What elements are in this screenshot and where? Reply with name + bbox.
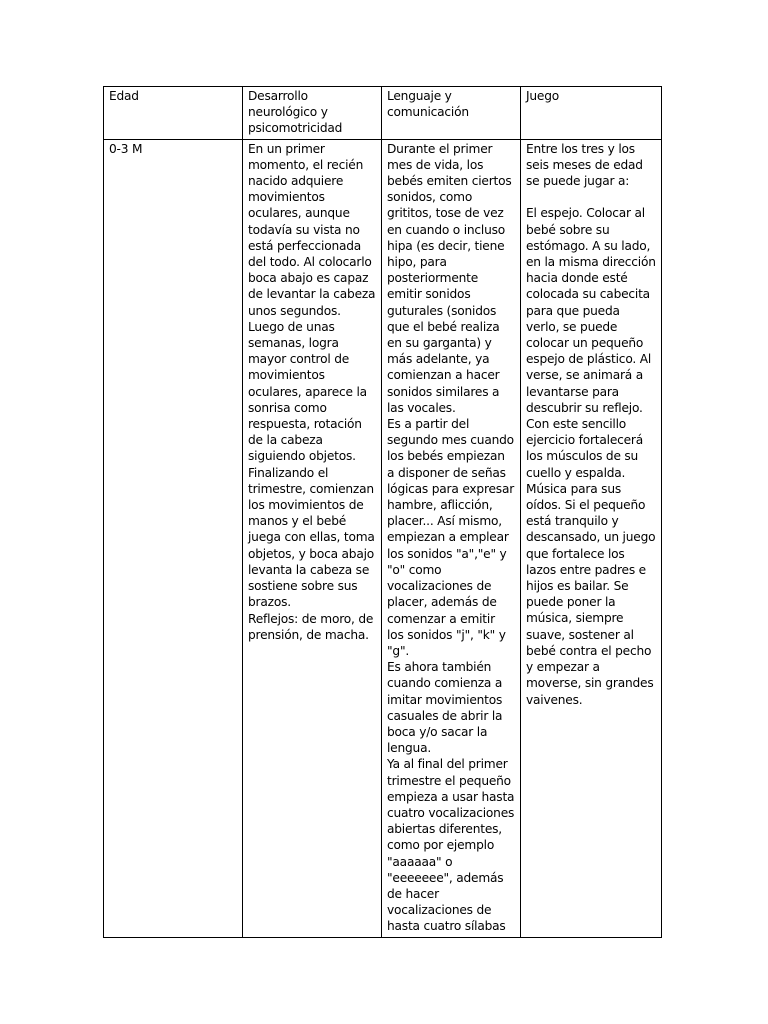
play-paragraph: Música para sus oídos. Si el pequeño está tranquilo y descansado, un juego que fortalece los lazos entre padres e hijos es bailar. Se puede poner la música, siempre suave, sostener al bebé contra el pecho y empezar a moverse, sin grandes vaivenes. bbox=[526, 481, 656, 707]
cell-neuro bbox=[243, 139, 382, 937]
play-paragraph: El espejo. Colocar al bebé sobre su estómago. A su lado, en la misma dirección hacia donde esté colocada su cabecita para que pueda verlo, se puede colocar un pequeño espejo de plástico. Al verse, se animará a levantarse para descubrir su reflejo. Con este sencillo ejercicio fortalecerá los músculos de su cuello y espalda. bbox=[526, 206, 656, 480]
neuro-paragraph: Luego de unas semanas, logra mayor control de movimientos oculares, aparece la sonrisa como respuesta, rotación de la cabeza siguiendo objetos. bbox=[248, 319, 367, 464]
play-paragraph: Entre los tres y los seis meses de edad se puede jugar a: bbox=[526, 141, 643, 189]
language-paragraph: Es a partir del segundo mes cuando los bebés empiezan a disponer de señas lógicas para expresar hambre, aflicción, placer... Así mismo, empiezan a emplear los sonidos "a","e" y "o" como vocalizaciones de placer, además de comenzar a emitir los sonidos "j", "k" y "g". bbox=[387, 417, 515, 658]
neuro-paragraph: Reflejos: de moro, de prensión, de macha. bbox=[248, 611, 374, 642]
neuro-paragraph: Finalizando el trimestre, comienzan los movimientos de manos y el bebé juega con ellas, toma objetos, y boca abajo levanta la cabeza se sostiene sobre sus brazos. bbox=[248, 465, 375, 610]
header-language: Lenguaje y comunicación bbox=[382, 87, 521, 140]
header-play: Juego bbox=[521, 87, 662, 140]
cell-age: 0-3 M bbox=[104, 139, 243, 937]
header-neuro: Desarrollo neurológico y psicomotricidad bbox=[243, 87, 382, 140]
table-header-row bbox=[104, 87, 662, 140]
header-age: Edad bbox=[104, 87, 243, 140]
neuro-paragraph: En un primer momento, el recién nacido adquiere movimientos oculares, aunque todavía su vista no está perfeccionada del todo. Al colocarlo boca abajo es capaz de levantar la cabeza unos segundos. bbox=[248, 141, 376, 318]
language-paragraph: Ya al final del primer trimestre el pequeño empieza a usar hasta cuatro vocalizaciones abiertas diferentes, como por ejemplo "aaaaaa" o "eeeeeee", además de hacer vocalizaciones de hasta cuatro sílabas bbox=[387, 757, 515, 934]
development-table bbox=[103, 86, 662, 938]
language-paragraph: Durante el primer mes de vida, los bebés emiten ciertos sonidos, como grititos, tose de vez en cuando o incluso hipa (es decir, tiene hipo, para posteriormente emitir sonidos guturales (sonidos que el bebé realiza en su garganta) y más adelante, ya comienzan a hacer sonidos similares a las vocales. bbox=[387, 141, 512, 415]
paragraph-gap bbox=[526, 189, 656, 205]
cell-play bbox=[521, 139, 662, 937]
language-paragraph: Es ahora también cuando comienza a imitar movimientos casuales de abrir la boca y/o sacar la lengua. bbox=[387, 660, 503, 756]
cell-language bbox=[382, 139, 521, 937]
table-row bbox=[104, 139, 662, 937]
